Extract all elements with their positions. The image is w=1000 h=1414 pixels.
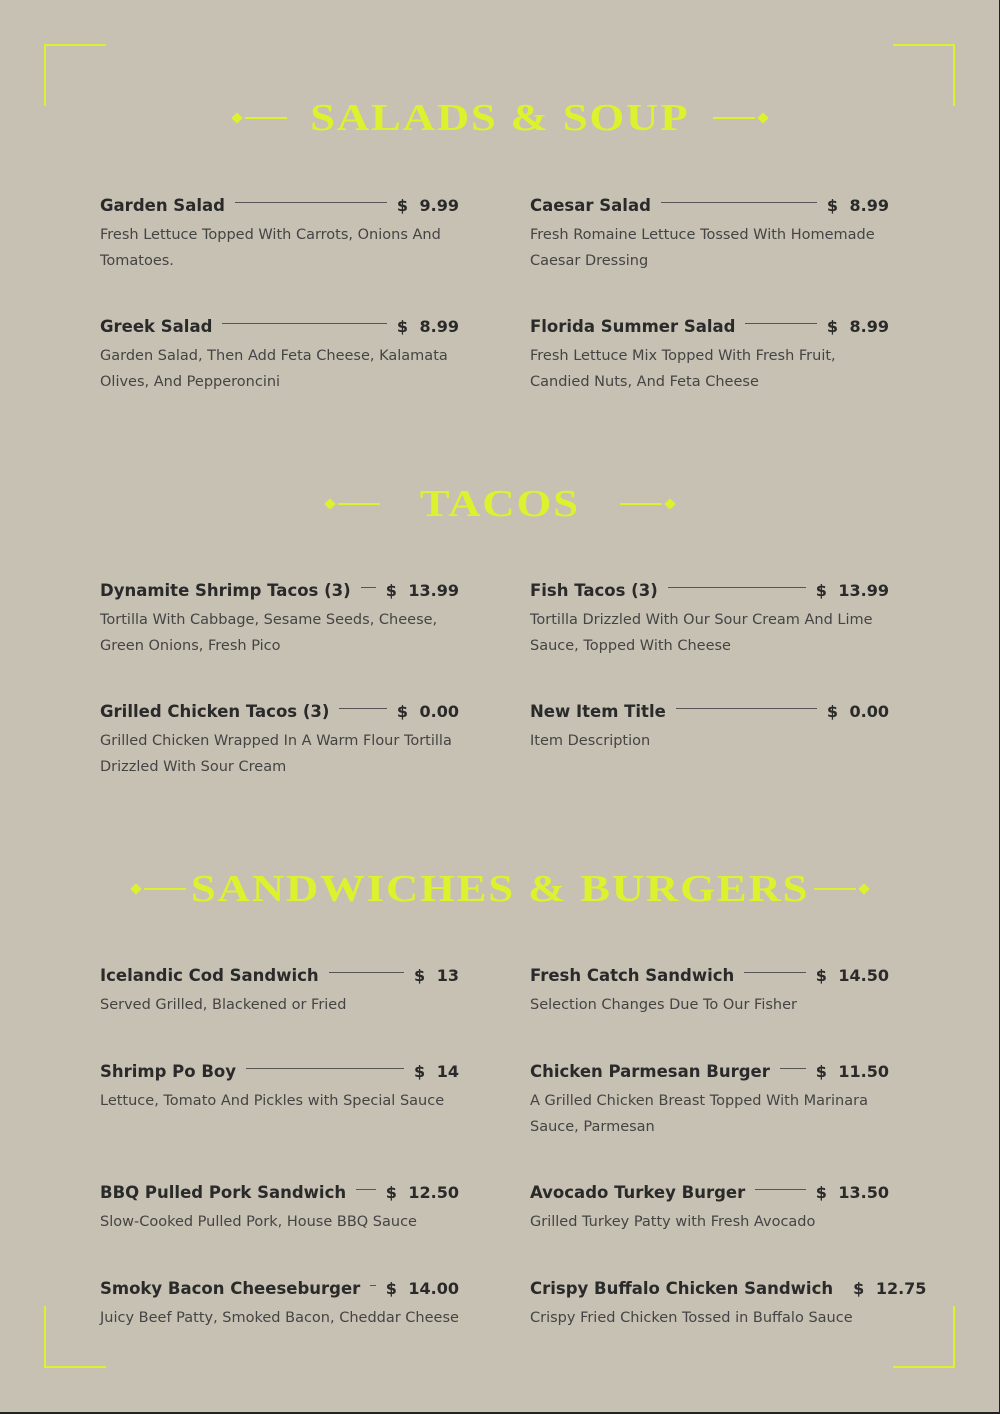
item-description: Grilled Chicken Wrapped In A Warm Flour Tortilla Drizzled With Sour Cream [100,733,452,775]
menu-item [530,1062,889,1140]
leader-line [339,708,386,709]
menu-item [530,1183,889,1236]
leader-line [246,1068,404,1069]
leader-line [222,323,386,324]
item-price: $ 8.99 [826,196,889,215]
item-description: A Grilled Chicken Breast Topped With Marinara Sauce, Parmesan [530,1093,868,1135]
item-price: $ 0.00 [826,702,889,721]
item-description: Fresh Romaine Lettuce Tossed With Homemade Caesar Dressing [530,227,875,269]
menu-item [530,581,889,659]
item-description: Selection Changes Due To Our Fisher [530,997,797,1013]
item-description: Fresh Lettuce Topped With Carrots, Onions And Tomatoes. [100,227,441,269]
section-title: SALADS & SOUP [310,97,690,139]
item-description: Grilled Turkey Patty with Fresh Avocado [530,1214,816,1230]
item-name: Chicken Parmesan Burger [530,1062,770,1081]
item-price: $ 13.99 [815,581,889,600]
section-heading [0,867,1000,911]
menu-item [530,966,889,1019]
leader-line [361,587,376,588]
item-name: Fresh Catch Sandwich [530,966,735,985]
item-name: BBQ Pulled Pork Sandwich [100,1183,347,1202]
item-price: $ 8.99 [826,317,889,336]
item-price: $ 14.50 [815,966,889,985]
leader-line [329,972,404,973]
leader-line [661,202,817,203]
item-name: Greek Salad [100,317,213,336]
item-description: Item Description [530,733,651,749]
item-name: Grilled Chicken Tacos (3) [100,702,330,721]
item-name: Icelandic Cod Sandwich [100,966,319,985]
item-description: Tortilla Drizzled With Our Sour Cream And Lime Sauce, Topped With Cheese [530,612,873,654]
item-price: $ 13.99 [385,581,459,600]
menu-item [100,966,459,1019]
leader-line [780,1068,806,1069]
menu-item [530,702,889,755]
item-description: Juicy Beef Patty, Smoked Bacon, Cheddar Cheese [100,1310,459,1326]
menu-item [100,581,459,659]
item-name: New Item Title [530,702,666,721]
leader-line [668,587,806,588]
item-name: Dynamite Shrimp Tacos (3) [100,581,351,600]
leader-line [744,972,805,973]
menu-item [530,196,889,274]
menu-item [100,196,459,274]
item-price: $ 11.50 [815,1062,889,1081]
item-price: $ 8.99 [396,317,459,336]
item-price: $ 13.50 [815,1183,889,1202]
section-title: SANDWICHES & BURGERS [190,868,810,910]
section-heading [0,96,1000,140]
ornament-right-icon [616,500,674,508]
item-name: Florida Summer Salad [530,317,736,336]
item-price: $ 9.99 [396,196,459,215]
item-name: Fish Tacos (3) [530,581,658,600]
leader-line [755,1189,805,1190]
item-price: $ 0.00 [396,702,459,721]
leader-line [235,202,387,203]
menu-item [100,1183,459,1236]
menu-item [530,1279,927,1332]
item-description: Lettuce, Tomato And Pickles with Special Sauce [100,1093,445,1109]
item-description: Crispy Fried Chicken Tossed in Buffalo Sauce [530,1310,853,1326]
leader-line [356,1189,376,1190]
item-name: Caesar Salad [530,196,651,215]
item-name: Avocado Turkey Burger [530,1183,746,1202]
item-name: Shrimp Po Boy [100,1062,237,1081]
menu-item [100,1062,459,1115]
item-price: $ 14 [414,1062,459,1081]
item-price: $ 14.00 [385,1279,459,1298]
item-name: Crispy Buffalo Chicken Sandwich [530,1279,834,1298]
item-description: Slow-Cooked Pulled Pork, House BBQ Sauce [100,1214,417,1230]
section-title: TACOS [419,483,581,525]
menu-item [100,702,459,780]
corner-ornament [44,1306,106,1368]
leader-line [676,708,817,709]
menu-item [100,1279,459,1332]
item-description: Served Grilled, Blackened or Fried [100,997,347,1013]
ornament-left-icon [326,500,384,508]
item-price: $ 13 [414,966,459,985]
item-description: Tortilla With Cabbage, Sesame Seeds, Cheese, Green Onions, Fresh Pico [100,612,438,654]
leader-line [370,1285,375,1286]
item-name: Smoky Bacon Cheeseburger [100,1279,361,1298]
corner-ornament [893,1306,955,1368]
item-price: $ 12.75 [853,1279,927,1298]
section-heading [0,482,1000,526]
menu-item [530,317,889,395]
item-price: $ 12.50 [385,1183,459,1202]
menu-item [100,317,459,395]
leader-line [745,323,816,324]
item-name: Garden Salad [100,196,225,215]
item-description: Fresh Lettuce Mix Topped With Fresh Fruit, Candied Nuts, And Feta Cheese [530,348,836,390]
item-description: Garden Salad, Then Add Feta Cheese, Kalamata Olives, And Pepperoncini [100,348,448,390]
